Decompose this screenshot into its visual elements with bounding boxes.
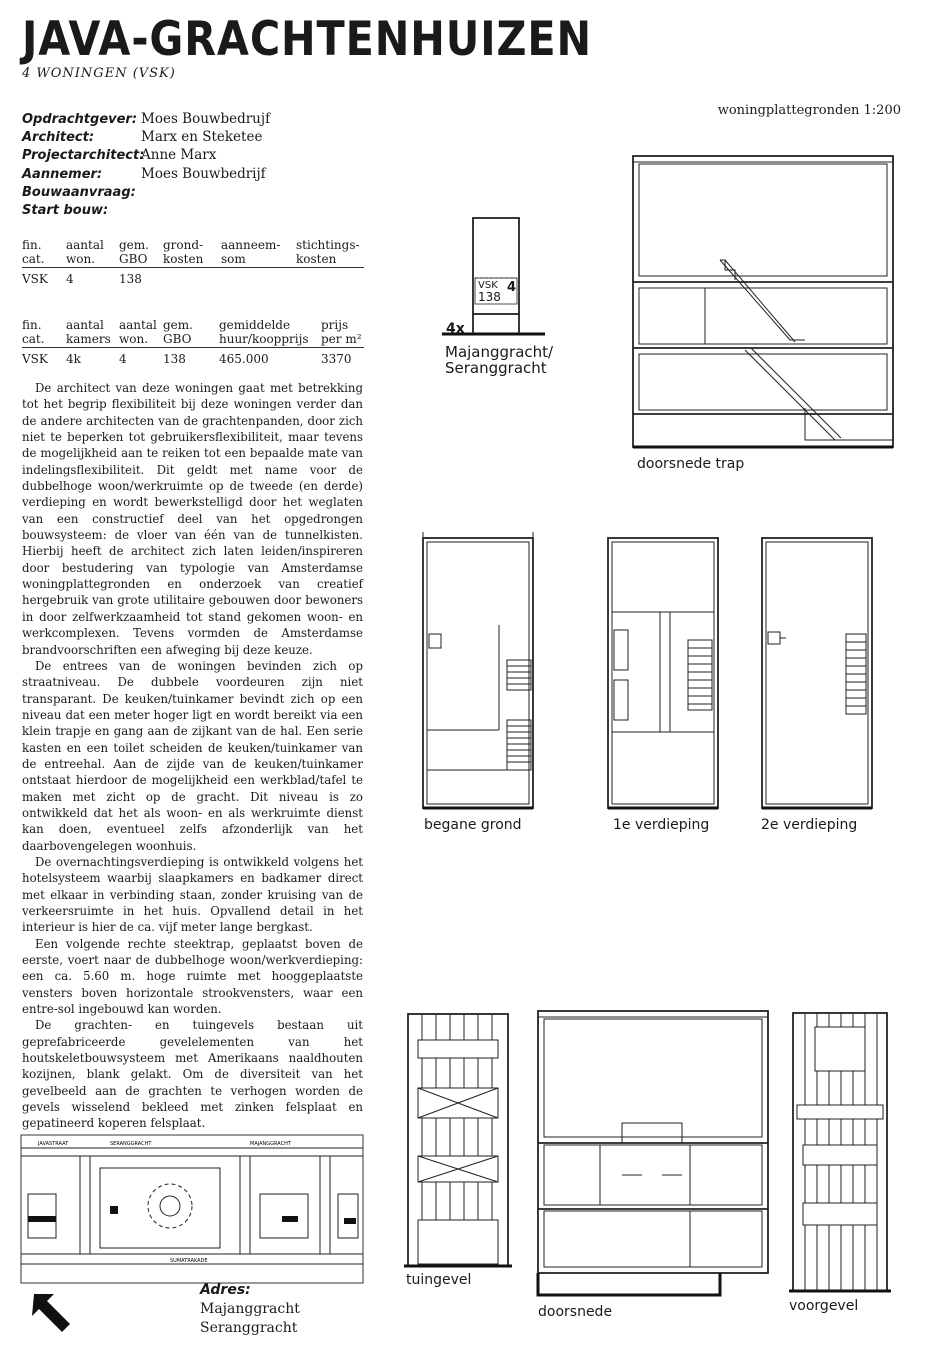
table-cell: VSK — [22, 272, 48, 286]
credit-row — [22, 166, 266, 182]
first-floor-plan — [598, 530, 728, 815]
credit-row — [22, 147, 217, 163]
front-elevation-drawing — [785, 1005, 895, 1300]
table-cell: 138 — [119, 272, 142, 286]
key-plan-location: Majanggracht/ — [445, 343, 554, 361]
credit-value: Moes Bouwbedrijf — [141, 166, 266, 182]
table-cell — [163, 268, 221, 287]
table-header: fin. cat. — [22, 238, 66, 268]
street-label: JAVASTRAAT — [38, 1141, 69, 1147]
credit-value: Moes Bouwbedrujf — [141, 111, 271, 127]
table-cell — [221, 268, 296, 287]
section-caption: doorsnede — [538, 1304, 613, 1320]
stair-section-caption: doorsnede trap — [637, 456, 745, 472]
credit-key: Opdrachtgever: — [22, 112, 138, 127]
address-label: Adres: — [200, 1282, 251, 1298]
table-cell: 3370 — [321, 352, 352, 366]
table-header: stichtings- kosten — [296, 238, 364, 268]
table-header: grond- kosten — [163, 238, 221, 268]
street-label: SERANGGRACHT — [110, 1141, 152, 1147]
table-header: prijs per m² — [321, 318, 364, 348]
address-line: Majanggracht — [200, 1301, 300, 1317]
table-header: aantal won. — [66, 238, 119, 268]
cost-table — [22, 238, 364, 286]
key-plan-count: 4x — [446, 321, 465, 337]
credit-key: Bouwaanvraag: — [22, 185, 136, 200]
price-table — [22, 318, 364, 366]
front-elevation-caption: voorgevel — [789, 1298, 859, 1314]
credit-key: Projectarchitect: — [22, 148, 145, 163]
table-header: aanneem- som — [221, 238, 296, 268]
garden-elevation-caption: tuingevel — [406, 1272, 472, 1288]
table-cell: 138 — [163, 352, 186, 366]
table-header: gem. GBO — [163, 318, 219, 348]
credit-row — [22, 111, 271, 127]
paragraph: De entrees van de woningen bevinden zich op straatniveau. De dubbele voordeuren zijn niet transparant. De keuken/tuinkamer bevindt zich op een niveau dat een meter hoger ligt en wordt bereikt via een klein trapje en gang aan de zijkant van de hal. Een serie kasten en een toilet scheiden de keuken/tuinkamer van de entreehal. Aan de zijde van de keuken/tuinkamer ontstaat hierdoor de mogelijkheid een werkblad/tafel te maken met zicht op de gracht. Dit niveau is zo ontwikkeld dat het als woon- en als werkruimte dienst kan doen, eventueel zelfs afzonderlijk van het daarbovengelegen woonhuis. — [22, 658, 363, 853]
credit-row — [22, 202, 108, 218]
credit-value: Marx en Steketee — [141, 129, 263, 145]
table-cell: 4 — [66, 272, 74, 286]
address-line: Seranggracht — [200, 1320, 298, 1336]
ground-floor-caption: begane grond — [424, 817, 522, 833]
paragraph: De overnachtingsverdieping is ontwikkeld volgens het hotelsysteem waarbij slaapkamers en badkamer direct met elkaar in verbinding staan, zonder kruising van de verkeersruimte in het huis. Opvallend detail in het interieur is hier de ca. vijf meter lange bergkast. — [22, 854, 363, 935]
table-header: aantal won. — [119, 318, 163, 348]
key-plan-location: Seranggracht — [445, 359, 547, 377]
street-label: SUMATRAKADE — [170, 1258, 208, 1264]
table-cell: 4k — [66, 352, 81, 366]
north-arrow-icon — [28, 1290, 74, 1336]
scale-label: woningplattegronden 1:200 — [717, 103, 901, 118]
table-cell: 465.000 — [219, 352, 269, 366]
credit-key: Aannemer: — [22, 167, 103, 182]
key-plan-code: VSK — [478, 280, 498, 291]
page-title: JAVA-GRACHTENHUIZEN — [22, 12, 592, 67]
first-floor-caption: 1e verdieping — [613, 817, 710, 833]
table-header: aantal kamers — [66, 318, 119, 348]
body-text — [22, 380, 363, 1132]
site-map — [20, 1134, 365, 1286]
paragraph: De grachten- en tuingevels bestaan uit geprefabriceerde gevelelementen van het houtskeletbouwsysteem met Amerikaans naaldhouten kozijnen, blank gelakt. Om de diversiteit van het gevelbeeld aan de grachten te verhogen worden de gevels wisselend bekleed met zinken felsplaat en gepatineerd koperen felsplaat. — [22, 1018, 363, 1131]
table-header: fin. cat. — [22, 318, 66, 348]
key-plan-units: 4 — [507, 280, 517, 295]
stair-section-drawing — [625, 150, 905, 455]
credit-key: Start bouw: — [22, 203, 109, 218]
credit-row — [22, 184, 136, 200]
garden-elevation-drawing — [400, 1010, 520, 1272]
credit-value: Anne Marx — [141, 147, 217, 163]
second-floor-plan — [752, 530, 882, 815]
page-subtitle: 4 WONINGEN (VSK) — [22, 66, 176, 81]
street-label: MAJANGGRACHT — [250, 1141, 291, 1147]
ground-floor-plan — [415, 530, 540, 815]
paragraph: Een volgende rechte steektrap, geplaatst boven de eerste, voert naar de dubbelhoge woon/werkverdieping: een ca. 5.60 m. hoge ruimte met hooggeplaatste vensters boven horizontale strookvensters, waar een entre-sol ingebouwd kan worden. — [22, 936, 363, 1017]
paragraph: De architect van deze woningen gaat met betrekking tot het begrip flexibiliteit bij deze woningen verder dan de andere architecten van de grachtenpanden, door zich niet te beperken tot gebruikersflexibiliteit, maar tevens de mogelijkheid aan te reiken tot een bepaalde mate van indelingsflexibiliteit. Dit geldt met name voor de dubbelhoge woon/werkruimte op de tweede (en derde) verdieping en wordt bewerkstelligd door het weglaten van een constructief deel van het opgedrongen bouwsysteem: de vloer van één van de tunnelkisten. Hierbij heeft de architect zich laten leiden/inspireren door bestudering van typologie van Amsterdamse woningplattegronden en onderzoek van creatief hergebruik van grote utilitaire gebouwen door bewoners in door zelfwerkzaamheid tot stand gekomen woon- en werkcomplexen. Tevens vormden de Amsterdamse brandvoorschriften een afweging bij deze keuze. — [22, 381, 363, 657]
key-plan-area: 138 — [478, 290, 501, 304]
table-cell: 4 — [119, 352, 127, 366]
second-floor-caption: 2e verdieping — [761, 817, 858, 833]
table-header: gemiddelde huur/koopprijs — [219, 318, 321, 348]
table-header: gem. GBO — [119, 238, 163, 268]
table-cell: VSK — [22, 352, 48, 366]
table-cell — [296, 268, 364, 287]
credit-key: Architect: — [22, 130, 95, 145]
section-drawing — [530, 1005, 775, 1305]
credit-row — [22, 129, 263, 145]
